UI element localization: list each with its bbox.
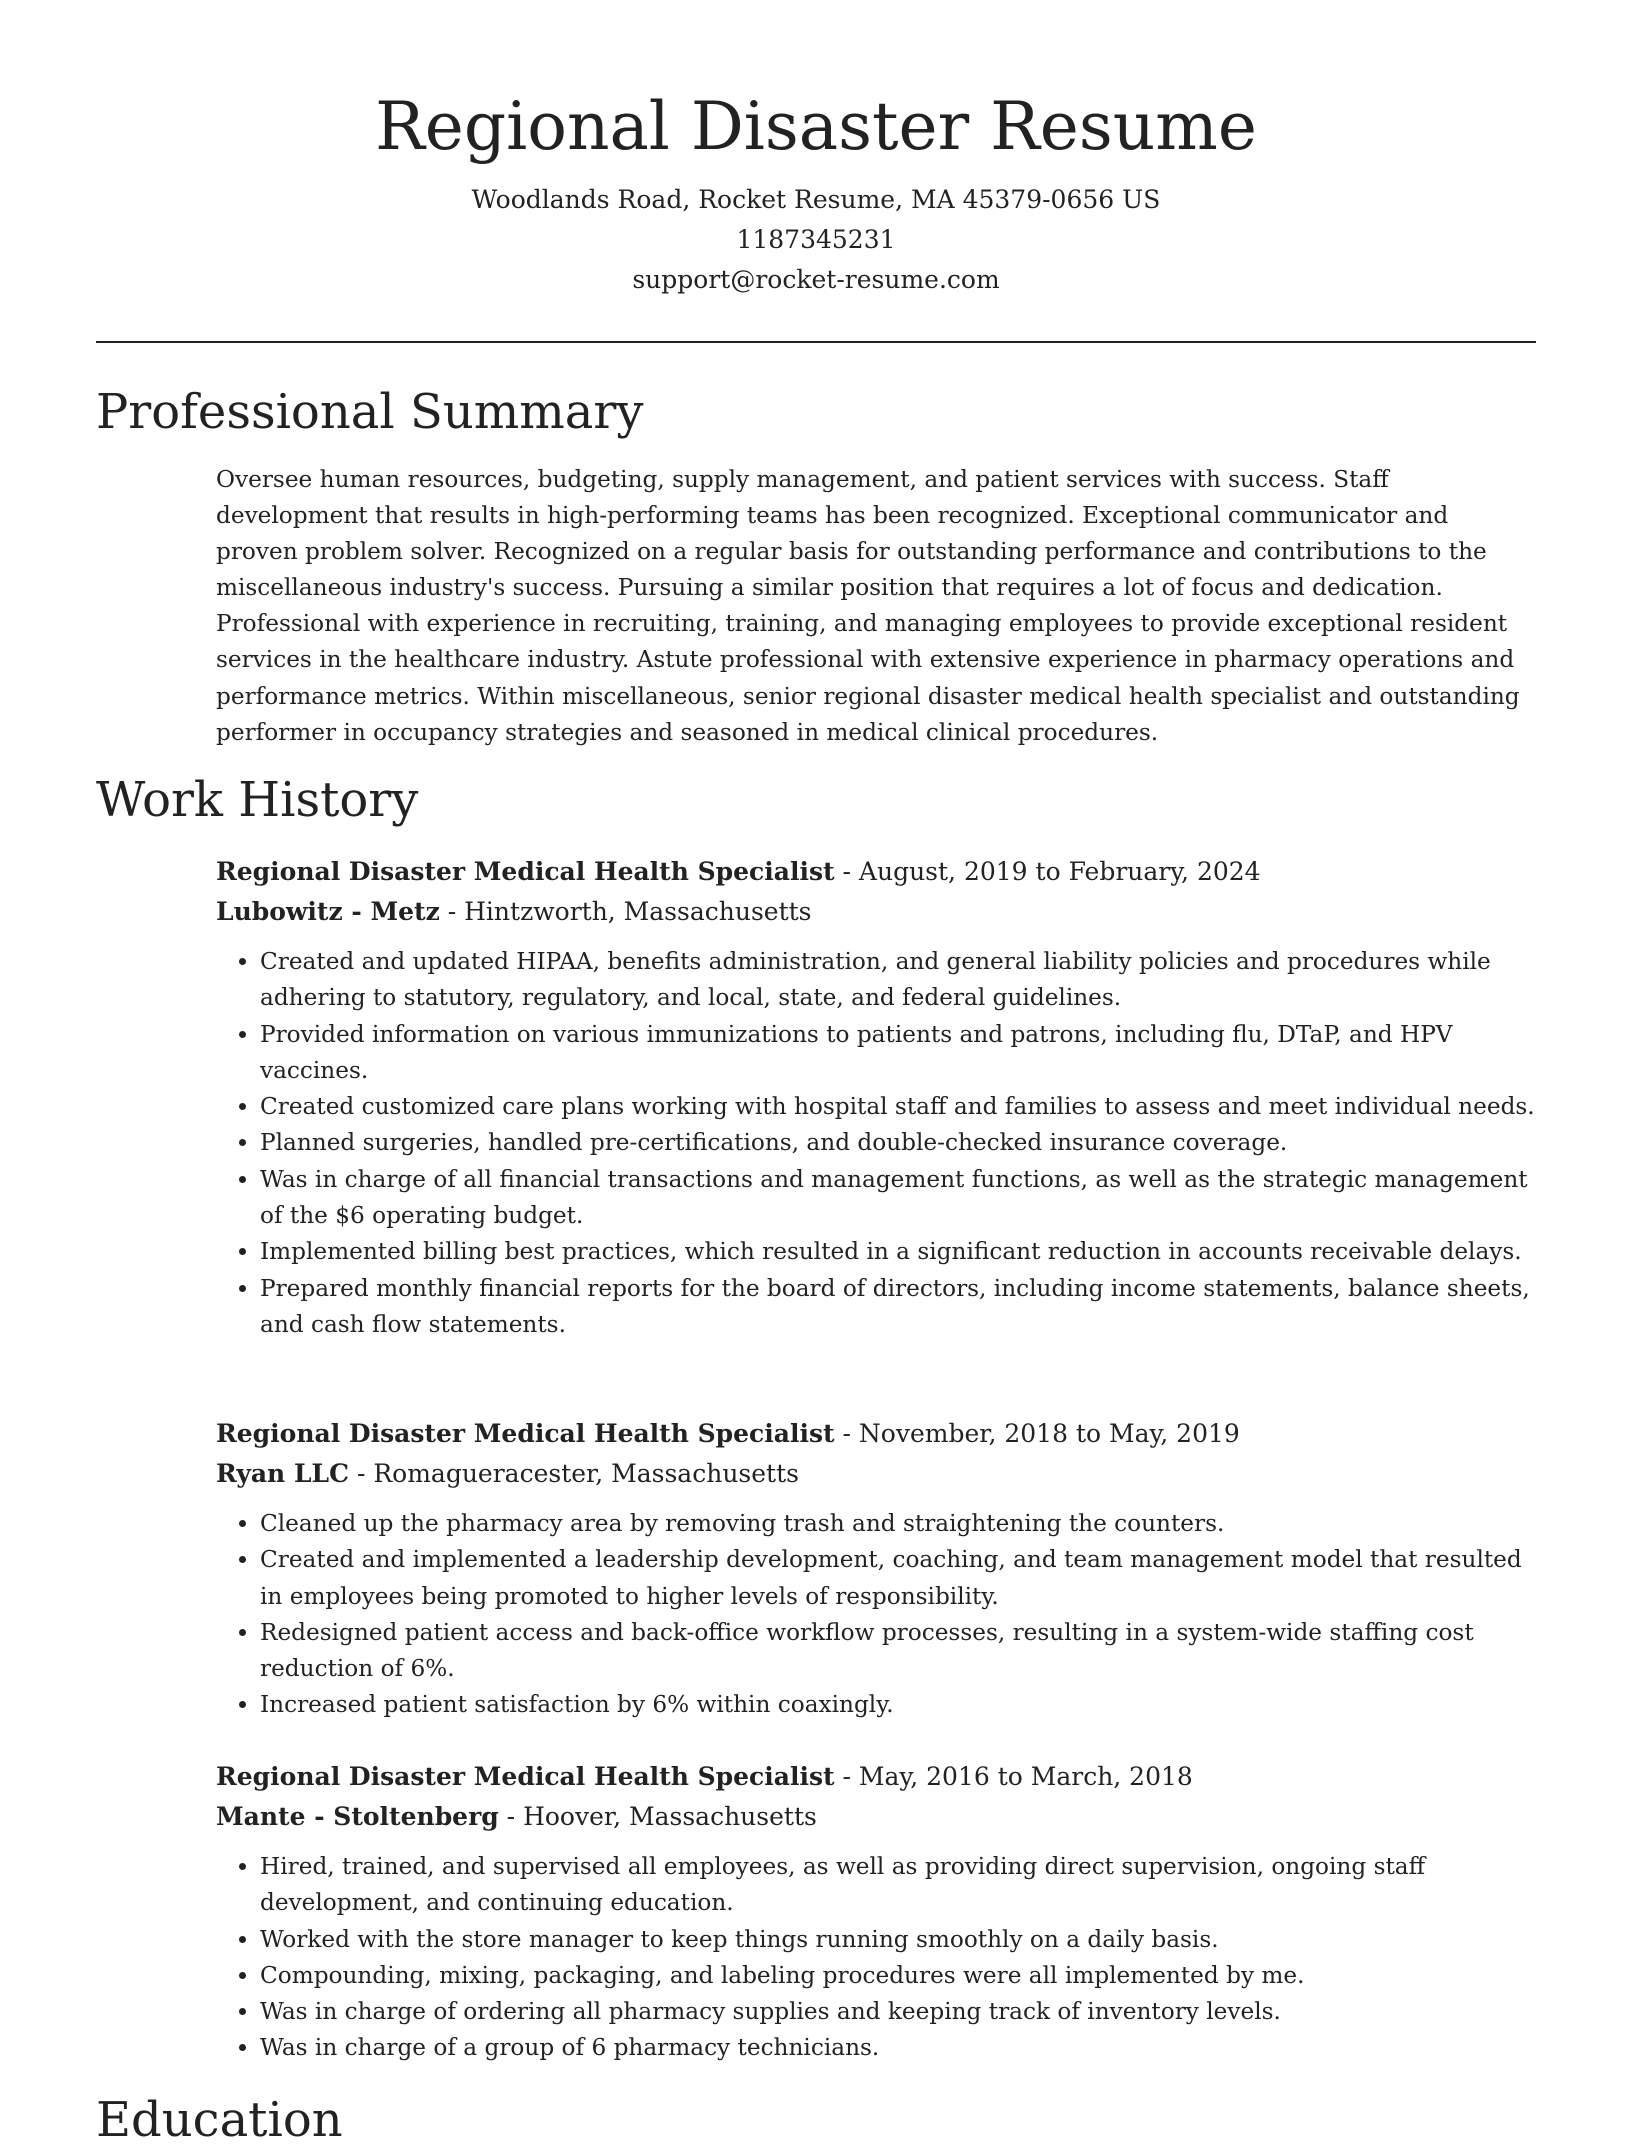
job-entry-2 [216, 1414, 1536, 1724]
job-duty: • Increased patient satisfaction by 6% within coaxingly. [260, 1687, 1536, 1723]
job-duty: • Implemented billing best practices, which resulted in a significant reduction in accounts receivable delays. [260, 1234, 1536, 1270]
job-company: Mante - Stoltenberg [216, 1802, 499, 1831]
resume-header [0, 0, 1632, 300]
job-duty: • Was in charge of all financial transactions and management functions, as well as the strategic management of the $6 operating budget. [260, 1162, 1536, 1235]
email: support@rocket-resume.com [632, 265, 1000, 294]
header-divider [96, 341, 1536, 343]
job-duty: • Created customized care plans working with hospital staff and families to assess and meet individual needs. [260, 1089, 1536, 1125]
job-role: Regional Disaster Medical Health Specialist [216, 1762, 835, 1791]
job-duty: • Created and updated HIPAA, benefits administration, and general liability policies and procedures while adhering to statutory, regulatory, and local, state, and federal guidelines. [260, 944, 1536, 1017]
job-dates: November, 2018 to May, 2019 [858, 1419, 1240, 1448]
job-role: Regional Disaster Medical Health Specialist [216, 1419, 835, 1448]
job-duty: • Worked with the store manager to keep things running smoothly on a daily basis. [260, 1922, 1536, 1958]
job-title-line: Regional Disaster Medical Health Specialist - August, 2019 to February, 2024 [216, 857, 1261, 886]
job-company: Lubowitz - Metz [216, 897, 440, 926]
job-location: Hintzworth, Massachusetts [464, 897, 812, 926]
summary-heading: Professional Summary [96, 384, 644, 440]
job-dates: August, 2019 to February, 2024 [858, 857, 1261, 886]
job-company: Ryan LLC [216, 1459, 349, 1488]
work-history-heading: Work History [96, 772, 419, 828]
job-duty: • Prepared monthly financial reports for the board of directors, including income statements, balance sheets, and cash flow statements. [260, 1271, 1536, 1344]
resume-title: Regional Disaster Resume [375, 88, 1257, 165]
job-duty: • Hired, trained, and supervised all employees, as well as providing direct supervision, ongoing staff development, and continuing education. [260, 1849, 1536, 1922]
job-duty: • Created and implemented a leadership development, coaching, and team management model that resulted in employees being promoted to higher levels of responsibility. [260, 1542, 1536, 1615]
job-role: Regional Disaster Medical Health Specialist [216, 857, 835, 886]
job-company-line: Lubowitz - Metz - Hintzworth, Massachusetts [216, 897, 812, 926]
job-entry-1 [216, 852, 1536, 1343]
job-duties-list [216, 944, 1536, 1343]
job-duties-list [216, 1849, 1536, 2067]
phone: 1187345231 [736, 225, 896, 254]
job-title-line: Regional Disaster Medical Health Specialist - November, 2018 to May, 2019 [216, 1419, 1240, 1448]
education-heading: Education [96, 2092, 343, 2148]
job-duties-list [216, 1506, 1536, 1724]
job-duty: • Cleaned up the pharmacy area by removing trash and straightening the counters. [260, 1506, 1536, 1542]
summary-text: Oversee human resources, budgeting, supply management, and patient services with success. Staff development that results in high-performing teams has been recognized. Exceptional communicator and proven problem solver. Recognized on a regular basis for outstanding performance and contributions to the miscellaneous industry's success. Pursuing a similar position that requires a lot of focus and dedication. Professional with experience in recruiting, training, and managing employees to provide exceptional resident services in the healthcare industry. Astute professional with extensive experience in pharmacy operations and performance metrics. Within miscellaneous, senior regional disaster medical health specialist and outstanding performer in occupancy strategies and seasoned in medical clinical procedures. [216, 466, 1520, 746]
job-title-line: Regional Disaster Medical Health Specialist - May, 2016 to March, 2018 [216, 1762, 1193, 1791]
address: Woodlands Road, Rocket Resume, MA 45379-0656 US [471, 185, 1161, 214]
job-duty: • Was in charge of ordering all pharmacy supplies and keeping track of inventory levels. [260, 1994, 1536, 2030]
job-duty: • Planned surgeries, handled pre-certifications, and double-checked insurance coverage. [260, 1125, 1536, 1161]
job-company-line: Mante - Stoltenberg - Hoover, Massachusetts [216, 1802, 817, 1831]
job-duty: • Provided information on various immunizations to patients and patrons, including flu, DTaP, and HPV vaccines. [260, 1017, 1536, 1090]
job-company-line: Ryan LLC - Romagueracester, Massachusetts [216, 1459, 799, 1488]
job-location: Romagueracester, Massachusetts [373, 1459, 799, 1488]
contact-block [0, 180, 1632, 300]
job-duty: • Redesigned patient access and back-office workflow processes, resulting in a system-wide staffing cost reduction of 6%. [260, 1615, 1536, 1688]
job-duty: • Was in charge of a group of 6 pharmacy technicians. [260, 2030, 1536, 2066]
job-location: Hoover, Massachusetts [523, 1802, 817, 1831]
job-entry-3 [216, 1757, 1536, 2067]
job-duty: • Compounding, mixing, packaging, and labeling procedures were all implemented by me. [260, 1958, 1536, 1994]
job-dates: May, 2016 to March, 2018 [858, 1762, 1193, 1791]
